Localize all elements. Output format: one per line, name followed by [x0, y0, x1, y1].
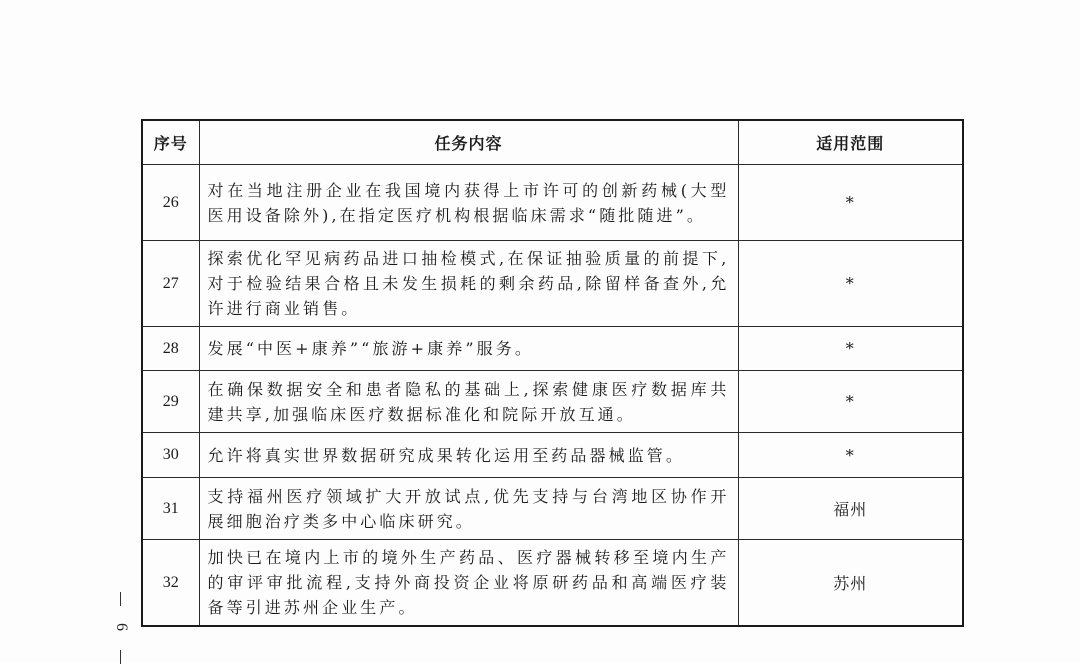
table-row	[142, 478, 963, 540]
header-content: 任务内容	[199, 120, 738, 165]
row-number: 26	[142, 165, 199, 241]
row-scope: 苏州	[738, 540, 963, 627]
row-number: 32	[142, 540, 199, 627]
row-content: 探索优化罕见病药品进口抽检模式,在保证抽验质量的前提下,对于检验结果合格且未发生损耗的剩余药品,除留样备查外,允许进行商业销售。	[199, 241, 738, 327]
row-content: 在确保数据安全和患者隐私的基础上,探索健康医疗数据库共建共享,加强临床医疗数据标准化和院际开放互通。	[199, 371, 738, 433]
row-number: 31	[142, 478, 199, 540]
header-scope: 适用范围	[738, 120, 963, 165]
row-content: 对在当地注册企业在我国境内获得上市许可的创新药械(大型医用设备除外),在指定医疗机构根据临床需求“随批随进”。	[199, 165, 738, 241]
row-scope: *	[738, 241, 963, 327]
task-table	[141, 119, 964, 627]
table-row	[142, 327, 963, 371]
table-row	[142, 371, 963, 433]
row-scope: *	[738, 433, 963, 478]
table-header-row	[142, 120, 963, 165]
row-content: 支持福州医疗领域扩大开放试点,优先支持与台湾地区协作开展细胞治疗类多中心临床研究。	[199, 478, 738, 540]
row-number: 28	[142, 327, 199, 371]
page-number-dash-bottom	[120, 650, 121, 664]
page-number-dash-top	[120, 592, 121, 606]
table-row	[142, 241, 963, 327]
page-number-digit: 6	[113, 623, 130, 631]
row-number: 30	[142, 433, 199, 478]
row-scope: *	[738, 327, 963, 371]
table-row	[142, 165, 963, 241]
row-content: 发展“中医+康养”“旅游+康养”服务。	[199, 327, 738, 371]
page-number	[107, 592, 137, 664]
table-row	[142, 433, 963, 478]
header-number: 序号	[142, 120, 199, 165]
row-number: 27	[142, 241, 199, 327]
row-content: 允许将真实世界数据研究成果转化运用至药品器械监管。	[199, 433, 738, 478]
row-content: 加快已在境内上市的境外生产药品、医疗器械转移至境内生产的审评审批流程,支持外商投资企业将原研药品和高端医疗装备等引进苏州企业生产。	[199, 540, 738, 627]
row-scope: *	[738, 371, 963, 433]
row-number: 29	[142, 371, 199, 433]
row-scope: 福州	[738, 478, 963, 540]
row-scope: *	[738, 165, 963, 241]
table-row	[142, 540, 963, 627]
